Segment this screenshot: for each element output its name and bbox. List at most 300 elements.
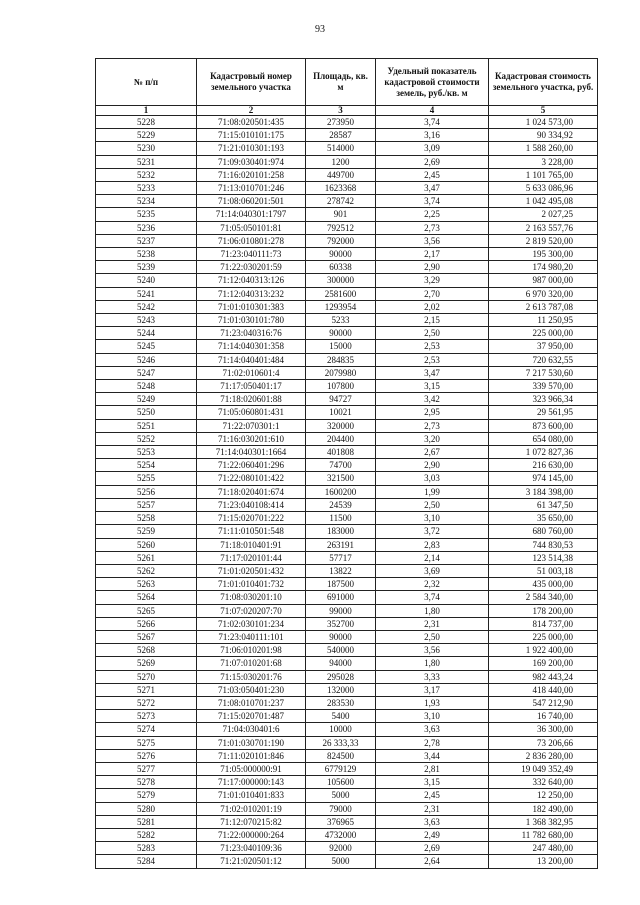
cadastral-number-cell: 71:22:030201:59 (197, 261, 306, 274)
area-cell: 449700 (306, 168, 376, 181)
rate-cell: 2,50 (376, 327, 489, 340)
area-cell: 824500 (306, 749, 376, 762)
rate-cell: 1,80 (376, 604, 489, 617)
row-index-cell: 5237 (96, 234, 197, 247)
cost-cell: 418 440,00 (489, 683, 598, 696)
rate-cell: 3,42 (376, 393, 489, 406)
cost-cell: 61 347,50 (489, 498, 598, 511)
cadastral-number-cell: 71:08:020501:435 (197, 116, 306, 129)
cadastral-number-cell: 71:08:010701:237 (197, 696, 306, 709)
rate-cell: 2,73 (376, 419, 489, 432)
cadastral-number-cell: 71:22:080101:422 (197, 472, 306, 485)
table-row (96, 472, 598, 485)
row-index-cell: 5279 (96, 789, 197, 802)
table-row (96, 327, 598, 340)
area-cell: 1293954 (306, 300, 376, 313)
rate-cell: 2,95 (376, 406, 489, 419)
rate-cell: 3,29 (376, 274, 489, 287)
area-cell: 26 333,33 (306, 736, 376, 749)
table-row (96, 617, 598, 630)
row-index-cell: 5245 (96, 340, 197, 353)
row-index-cell: 5281 (96, 815, 197, 828)
row-index-cell: 5282 (96, 828, 197, 841)
cost-cell: 178 200,00 (489, 604, 598, 617)
column-number-row (96, 106, 598, 116)
row-index-cell: 5278 (96, 776, 197, 789)
table-row (96, 459, 598, 472)
area-cell: 792000 (306, 234, 376, 247)
page-number: 93 (315, 24, 325, 35)
cost-cell: 195 300,00 (489, 248, 598, 261)
area-cell: 57717 (306, 551, 376, 564)
cost-cell: 1 072 827,36 (489, 446, 598, 459)
area-cell: 4732000 (306, 828, 376, 841)
rate-cell: 3,47 (376, 182, 489, 195)
rate-cell: 2,83 (376, 538, 489, 551)
rate-cell: 2,81 (376, 762, 489, 775)
cadastral-number-cell: 71:01:010401:833 (197, 789, 306, 802)
cost-cell: 169 200,00 (489, 657, 598, 670)
area-cell: 1623368 (306, 182, 376, 195)
cost-cell: 123 514,38 (489, 551, 598, 564)
row-index-cell: 5235 (96, 208, 197, 221)
table-row (96, 776, 598, 789)
rate-cell: 3,10 (376, 512, 489, 525)
cost-cell: 37 950,00 (489, 340, 598, 353)
column-number: 5 (489, 106, 598, 116)
cost-cell: 73 206,66 (489, 736, 598, 749)
cadastral-number-cell: 71:05:050101:81 (197, 221, 306, 234)
area-cell: 60338 (306, 261, 376, 274)
row-index-cell: 5244 (96, 327, 197, 340)
cadastral-number-cell: 71:07:020207:70 (197, 604, 306, 617)
table-row (96, 842, 598, 855)
row-index-cell: 5284 (96, 855, 197, 868)
cadastral-number-cell: 71:05:000000:91 (197, 762, 306, 775)
rate-cell: 3,63 (376, 723, 489, 736)
area-cell: 28587 (306, 129, 376, 142)
area-cell: 187500 (306, 578, 376, 591)
table-row (96, 736, 598, 749)
rate-cell: 3,47 (376, 366, 489, 379)
rate-cell: 2,53 (376, 340, 489, 353)
row-index-cell: 5249 (96, 393, 197, 406)
cadastral-number-cell: 71:21:010301:193 (197, 142, 306, 155)
column-number: 3 (306, 106, 376, 116)
area-cell: 92000 (306, 842, 376, 855)
row-index-cell: 5257 (96, 498, 197, 511)
table-row (96, 221, 598, 234)
area-cell: 2079980 (306, 366, 376, 379)
area-cell: 99000 (306, 604, 376, 617)
cadastral-number-cell: 71:16:030201:610 (197, 432, 306, 445)
area-cell: 5400 (306, 710, 376, 723)
table-row (96, 116, 598, 129)
row-index-cell: 5243 (96, 314, 197, 327)
cost-cell: 182 490,00 (489, 802, 598, 815)
cadastral-number-cell: 71:14:040301:358 (197, 340, 306, 353)
cadastral-number-cell: 71:11:020101:846 (197, 749, 306, 762)
cost-cell: 1 922 400,00 (489, 644, 598, 657)
table-row (96, 815, 598, 828)
row-index-cell: 5266 (96, 617, 197, 630)
row-index-cell: 5236 (96, 221, 197, 234)
cadastral-number-cell: 71:01:030701:190 (197, 736, 306, 749)
row-index-cell: 5256 (96, 485, 197, 498)
rate-cell: 2,15 (376, 314, 489, 327)
table-row (96, 564, 598, 577)
area-cell: 79000 (306, 802, 376, 815)
cadastral-number-cell: 71:15:020701:222 (197, 512, 306, 525)
cadastral-number-cell: 71:09:030401:974 (197, 155, 306, 168)
rate-cell: 3,15 (376, 380, 489, 393)
cadastral-number-cell: 71:02:010601:4 (197, 366, 306, 379)
rate-cell: 3,44 (376, 749, 489, 762)
area-cell: 1600200 (306, 485, 376, 498)
row-index-cell: 5251 (96, 419, 197, 432)
cadastral-number-cell: 71:17:050401:17 (197, 380, 306, 393)
rate-cell: 2,73 (376, 221, 489, 234)
table-row (96, 828, 598, 841)
rate-cell: 2,31 (376, 802, 489, 815)
area-cell: 283530 (306, 696, 376, 709)
table-row (96, 604, 598, 617)
cost-cell: 987 000,00 (489, 274, 598, 287)
rate-cell: 1,80 (376, 657, 489, 670)
row-index-cell: 5268 (96, 644, 197, 657)
cadastral-number-cell: 71:18:020601:88 (197, 393, 306, 406)
rate-cell: 2,78 (376, 736, 489, 749)
cadastral-number-cell: 71:03:050401:230 (197, 683, 306, 696)
rate-cell: 2,53 (376, 353, 489, 366)
cost-cell: 11 250,95 (489, 314, 598, 327)
cost-cell: 1 368 382,95 (489, 815, 598, 828)
table-body (96, 116, 598, 869)
rate-cell: 3,74 (376, 116, 489, 129)
area-cell: 10021 (306, 406, 376, 419)
cadastral-number-cell: 71:07:010201:68 (197, 657, 306, 670)
cost-cell: 216 630,00 (489, 459, 598, 472)
cost-cell: 2 613 787,08 (489, 300, 598, 313)
cadastral-table (95, 58, 598, 869)
cadastral-number-cell: 71:15:010101:175 (197, 129, 306, 142)
row-index-cell: 5254 (96, 459, 197, 472)
area-cell: 5000 (306, 789, 376, 802)
cadastral-number-cell: 71:17:000000:143 (197, 776, 306, 789)
cadastral-number-cell: 71:01:020501:432 (197, 564, 306, 577)
cadastral-number-cell: 71:22:060401:296 (197, 459, 306, 472)
row-index-cell: 5248 (96, 380, 197, 393)
row-index-cell: 5241 (96, 287, 197, 300)
row-index-cell: 5277 (96, 762, 197, 775)
table-row (96, 380, 598, 393)
area-cell: 901 (306, 208, 376, 221)
rate-cell: 3,09 (376, 142, 489, 155)
column-number: 2 (197, 106, 306, 116)
row-index-cell: 5229 (96, 129, 197, 142)
row-index-cell: 5280 (96, 802, 197, 815)
table-row (96, 485, 598, 498)
table-row (96, 274, 598, 287)
row-index-cell: 5276 (96, 749, 197, 762)
cost-cell: 3 228,00 (489, 155, 598, 168)
cost-cell: 12 250,00 (489, 789, 598, 802)
row-index-cell: 5271 (96, 683, 197, 696)
table-row (96, 591, 598, 604)
cost-cell: 1 024 573,00 (489, 116, 598, 129)
area-cell: 295028 (306, 670, 376, 683)
row-index-cell: 5269 (96, 657, 197, 670)
header-rate: Удельный показатель кадастровой стоимости земель, руб./кв. м (376, 59, 489, 106)
rate-cell: 3,63 (376, 815, 489, 828)
cost-cell: 2 836 280,00 (489, 749, 598, 762)
row-index-cell: 5263 (96, 578, 197, 591)
cost-cell: 35 650,00 (489, 512, 598, 525)
rate-cell: 2,02 (376, 300, 489, 313)
cadastral-number-cell: 71:16:020101:258 (197, 168, 306, 181)
table-row (96, 234, 598, 247)
cadastral-number-cell: 71:14:040401:484 (197, 353, 306, 366)
rate-cell: 1,93 (376, 696, 489, 709)
cost-cell: 6 970 320,00 (489, 287, 598, 300)
rate-cell: 3,20 (376, 432, 489, 445)
area-cell: 263191 (306, 538, 376, 551)
cost-cell: 16 740,00 (489, 710, 598, 723)
cadastral-number-cell: 71:01:030101:780 (197, 314, 306, 327)
cost-cell: 13 200,00 (489, 855, 598, 868)
area-cell: 284835 (306, 353, 376, 366)
row-index-cell: 5233 (96, 182, 197, 195)
table-row (96, 512, 598, 525)
row-index-cell: 5253 (96, 446, 197, 459)
cost-cell: 744 830,53 (489, 538, 598, 551)
area-cell: 13822 (306, 564, 376, 577)
table-row (96, 630, 598, 643)
area-cell: 90000 (306, 248, 376, 261)
row-index-cell: 5273 (96, 710, 197, 723)
cadastral-number-cell: 71:23:040316:76 (197, 327, 306, 340)
cost-cell: 174 980,20 (489, 261, 598, 274)
cadastral-number-cell: 71:22:000000:264 (197, 828, 306, 841)
table-row (96, 446, 598, 459)
rate-cell: 2,32 (376, 578, 489, 591)
cadastral-number-cell: 71:23:040108:414 (197, 498, 306, 511)
table-row (96, 802, 598, 815)
table-row (96, 749, 598, 762)
table-row (96, 300, 598, 313)
area-cell: 105600 (306, 776, 376, 789)
rate-cell: 2,49 (376, 828, 489, 841)
table-row (96, 498, 598, 511)
cadastral-number-cell: 71:14:040301:1664 (197, 446, 306, 459)
rate-cell: 2,45 (376, 168, 489, 181)
rate-cell: 3,74 (376, 195, 489, 208)
cadastral-number-cell: 71:14:040301:1797 (197, 208, 306, 221)
cadastral-number-cell: 71:05:060801:431 (197, 406, 306, 419)
area-cell: 204400 (306, 432, 376, 445)
table-row (96, 155, 598, 168)
rate-cell: 3,33 (376, 670, 489, 683)
row-index-cell: 5252 (96, 432, 197, 445)
column-number: 1 (96, 106, 197, 116)
cost-cell: 29 561,95 (489, 406, 598, 419)
cadastral-number-cell: 71:23:040109:36 (197, 842, 306, 855)
cost-cell: 680 760,00 (489, 525, 598, 538)
row-index-cell: 5230 (96, 142, 197, 155)
cost-cell: 51 003,18 (489, 564, 598, 577)
area-cell: 691000 (306, 591, 376, 604)
table-row (96, 419, 598, 432)
cost-cell: 247 480,00 (489, 842, 598, 855)
area-cell: 6779129 (306, 762, 376, 775)
area-cell: 278742 (306, 195, 376, 208)
row-index-cell: 5242 (96, 300, 197, 313)
rate-cell: 3,10 (376, 710, 489, 723)
row-index-cell: 5267 (96, 630, 197, 643)
table-row (96, 208, 598, 221)
table-row (96, 261, 598, 274)
area-cell: 90000 (306, 630, 376, 643)
table-row (96, 406, 598, 419)
area-cell: 94000 (306, 657, 376, 670)
rate-cell: 2,14 (376, 551, 489, 564)
row-index-cell: 5234 (96, 195, 197, 208)
row-index-cell: 5240 (96, 274, 197, 287)
cadastral-number-cell: 71:18:020401:674 (197, 485, 306, 498)
cadastral-number-cell: 71:08:060201:501 (197, 195, 306, 208)
table-row (96, 366, 598, 379)
table-row (96, 683, 598, 696)
cadastral-number-cell: 71:22:070301:1 (197, 419, 306, 432)
rate-cell: 3,16 (376, 129, 489, 142)
area-cell: 94727 (306, 393, 376, 406)
cadastral-number-cell: 71:12:040313:126 (197, 274, 306, 287)
area-cell: 11500 (306, 512, 376, 525)
rate-cell: 2,69 (376, 155, 489, 168)
area-cell: 2581600 (306, 287, 376, 300)
header-area: Площадь, кв. м (306, 59, 376, 106)
area-cell: 300000 (306, 274, 376, 287)
cadastral-number-cell: 71:11:010501:548 (197, 525, 306, 538)
cost-cell: 974 145,00 (489, 472, 598, 485)
area-cell: 273950 (306, 116, 376, 129)
cost-cell: 90 334,92 (489, 129, 598, 142)
cadastral-number-cell: 71:23:040111:73 (197, 248, 306, 261)
cost-cell: 2 163 557,76 (489, 221, 598, 234)
header-cost: Кадастровая стоимость земельного участка, руб. (489, 59, 598, 106)
area-cell: 401808 (306, 446, 376, 459)
area-cell: 183000 (306, 525, 376, 538)
cost-cell: 5 633 086,96 (489, 182, 598, 195)
row-index-cell: 5231 (96, 155, 197, 168)
table-row (96, 644, 598, 657)
cadastral-number-cell: 71:18:010401:91 (197, 538, 306, 551)
area-cell: 376965 (306, 815, 376, 828)
header-index: № п/п (96, 59, 197, 106)
cadastral-number-cell: 71:06:010201:98 (197, 644, 306, 657)
cadastral-number-cell: 71:01:010301:383 (197, 300, 306, 313)
cost-cell: 720 632,55 (489, 353, 598, 366)
area-cell: 540000 (306, 644, 376, 657)
table-row (96, 142, 598, 155)
rate-cell: 2,67 (376, 446, 489, 459)
row-index-cell: 5261 (96, 551, 197, 564)
header-row (96, 59, 598, 106)
row-index-cell: 5260 (96, 538, 197, 551)
area-cell: 5000 (306, 855, 376, 868)
area-cell: 352700 (306, 617, 376, 630)
rate-cell: 3,17 (376, 683, 489, 696)
row-index-cell: 5228 (96, 116, 197, 129)
cost-cell: 3 184 398,00 (489, 485, 598, 498)
rate-cell: 3,72 (376, 525, 489, 538)
cadastral-number-cell: 71:04:030401:6 (197, 723, 306, 736)
table-row (96, 723, 598, 736)
cadastral-number-cell: 71:06:010801:278 (197, 234, 306, 247)
cost-cell: 323 966,34 (489, 393, 598, 406)
table-row (96, 525, 598, 538)
row-index-cell: 5275 (96, 736, 197, 749)
cost-cell: 2 819 520,00 (489, 234, 598, 247)
cadastral-number-cell: 71:01:010401:732 (197, 578, 306, 591)
cadastral-number-cell: 71:23:040111:101 (197, 630, 306, 643)
table-row (96, 182, 598, 195)
row-index-cell: 5265 (96, 604, 197, 617)
cost-cell: 225 000,00 (489, 630, 598, 643)
area-cell: 15000 (306, 340, 376, 353)
row-index-cell: 5250 (96, 406, 197, 419)
area-cell: 74700 (306, 459, 376, 472)
table-row (96, 855, 598, 868)
table-row (96, 538, 598, 551)
cost-cell: 2 584 340,00 (489, 591, 598, 604)
rate-cell: 2,25 (376, 208, 489, 221)
rate-cell: 2,90 (376, 459, 489, 472)
cost-cell: 814 737,00 (489, 617, 598, 630)
table-row (96, 551, 598, 564)
cost-cell: 1 101 765,00 (489, 168, 598, 181)
rate-cell: 3,69 (376, 564, 489, 577)
rate-cell: 2,50 (376, 498, 489, 511)
cost-cell: 435 000,00 (489, 578, 598, 591)
table-row (96, 696, 598, 709)
cost-cell: 225 000,00 (489, 327, 598, 340)
cadastral-number-cell: 71:13:010701:246 (197, 182, 306, 195)
table-row (96, 393, 598, 406)
cost-cell: 2 027,25 (489, 208, 598, 221)
rate-cell: 2,69 (376, 842, 489, 855)
cost-cell: 1 588 260,00 (489, 142, 598, 155)
row-index-cell: 5246 (96, 353, 197, 366)
area-cell: 107800 (306, 380, 376, 393)
table-row (96, 340, 598, 353)
rate-cell: 2,17 (376, 248, 489, 261)
header-cadastral-number: Кадастровый номер земельного участка (197, 59, 306, 106)
row-index-cell: 5262 (96, 564, 197, 577)
cost-cell: 982 443,24 (489, 670, 598, 683)
cost-cell: 7 217 530,60 (489, 366, 598, 379)
cadastral-number-cell: 71:12:040313:232 (197, 287, 306, 300)
cadastral-number-cell: 71:21:020501:12 (197, 855, 306, 868)
area-cell: 792512 (306, 221, 376, 234)
row-index-cell: 5247 (96, 366, 197, 379)
cadastral-number-cell: 71:08:030201:10 (197, 591, 306, 604)
area-cell: 320000 (306, 419, 376, 432)
row-index-cell: 5283 (96, 842, 197, 855)
table-row (96, 657, 598, 670)
rate-cell: 2,64 (376, 855, 489, 868)
table-row (96, 670, 598, 683)
